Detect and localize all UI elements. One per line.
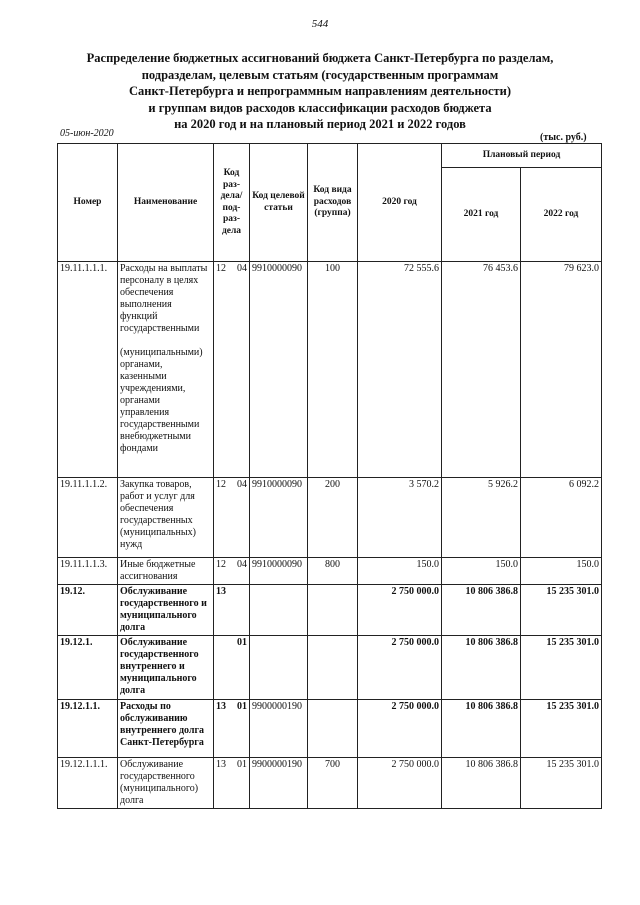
row-section-code xyxy=(214,478,250,558)
header-planning-period: Плановый период xyxy=(442,144,602,168)
title-line: на 2020 год и на плановый период 2021 и 2022 годов xyxy=(174,117,466,132)
header-2022: 2022 год xyxy=(521,168,602,262)
row-value-2021: 10 806 386.8 xyxy=(442,636,521,700)
table-row xyxy=(58,758,602,809)
table-body xyxy=(58,262,602,809)
row-number: 19.11.1.1.3. xyxy=(58,558,118,585)
header-section: Код раз- дела/ под- раз- дела xyxy=(214,144,250,262)
row-name-part: Закупка товаров, работ и услуг для обеспечения государственных (муниципальных) нужд xyxy=(120,479,196,550)
row-subsection: 01 xyxy=(237,759,247,770)
row-section-code xyxy=(214,636,250,700)
row-name-part: Обслуживание государственного внутреннего и муниципального долга xyxy=(120,637,199,696)
title-line: и группам видов расходов классификации расходов бюджета xyxy=(148,100,492,115)
title-line: Распределение бюджетных ассигнований бюджета Санкт-Петербурга по разделам, xyxy=(86,51,554,65)
row-value-2020: 2 750 000.0 xyxy=(358,585,442,636)
header-name: Наименование xyxy=(118,144,214,262)
table-row xyxy=(58,700,602,758)
row-section: 12 xyxy=(216,263,226,274)
row-value-2020: 150.0 xyxy=(358,558,442,585)
row-section: 12 xyxy=(216,479,226,490)
row-target-code xyxy=(250,585,308,636)
row-value-2022: 15 235 301.0 xyxy=(521,636,602,700)
row-name-part: Иные бюджетные ассигнования xyxy=(120,559,196,582)
row-kind-code xyxy=(308,700,358,758)
row-name xyxy=(118,558,214,585)
row-value-2021: 10 806 386.8 xyxy=(442,700,521,758)
row-number: 19.12.1.1.1. xyxy=(58,758,118,809)
row-value-2022: 150.0 xyxy=(521,558,602,585)
row-name xyxy=(118,262,214,478)
row-value-2020: 2 750 000.0 xyxy=(358,758,442,809)
row-section: 13 xyxy=(216,701,226,712)
row-value-2021: 150.0 xyxy=(442,558,521,585)
document-title xyxy=(40,50,600,133)
row-target-code xyxy=(250,636,308,700)
row-target-code: 9910000090 xyxy=(250,558,308,585)
row-subsection: 04 xyxy=(237,559,247,570)
table-row xyxy=(58,558,602,585)
row-subsection: 04 xyxy=(237,479,247,490)
row-name-part: Обслуживание государственного (муниципального) долга xyxy=(120,759,199,806)
row-name-part: (муниципальными) органами, казенными учреждениями, органами управления государственными внебюджетными фондами xyxy=(120,347,203,454)
row-subsection: 04 xyxy=(237,263,247,274)
row-number: 19.11.1.1.2. xyxy=(58,478,118,558)
row-number: 19.12.1.1. xyxy=(58,700,118,758)
row-value-2021: 10 806 386.8 xyxy=(442,758,521,809)
table-row xyxy=(58,636,602,700)
row-kind-code: 200 xyxy=(308,478,358,558)
row-name-part: Расходы по обслуживанию внутреннего долга Санкт-Петербурга xyxy=(120,701,205,748)
table-row xyxy=(58,262,602,478)
row-section: 13 xyxy=(216,759,226,770)
header-2020: 2020 год xyxy=(358,144,442,262)
row-name xyxy=(118,636,214,700)
row-number: 19.12.1. xyxy=(58,636,118,700)
row-subsection: 01 xyxy=(237,637,247,648)
row-kind-code: 800 xyxy=(308,558,358,585)
row-section-code xyxy=(214,262,250,478)
row-kind-code: 100 xyxy=(308,262,358,478)
row-value-2020: 2 750 000.0 xyxy=(358,636,442,700)
row-value-2020: 72 555.6 xyxy=(358,262,442,478)
header-kind: Код вида расходов (группа) xyxy=(308,144,358,262)
header-number: Номер xyxy=(58,144,118,262)
row-section-code xyxy=(214,558,250,585)
row-value-2022: 6 092.2 xyxy=(521,478,602,558)
header-2021: 2021 год xyxy=(442,168,521,262)
row-name xyxy=(118,700,214,758)
units-label: (тыс. руб.) xyxy=(540,132,587,143)
row-name-part: Обслуживание государственного и муниципального долга xyxy=(120,586,207,633)
row-name xyxy=(118,585,214,636)
row-value-2022: 15 235 301.0 xyxy=(521,700,602,758)
row-section-code xyxy=(214,700,250,758)
row-subsection: 01 xyxy=(237,701,247,712)
title-line: подразделам, целевым статьям (государственным программам xyxy=(141,67,499,82)
table-row xyxy=(58,478,602,558)
row-value-2022: 15 235 301.0 xyxy=(521,758,602,809)
header-target: Код целевой статьи xyxy=(250,144,308,262)
row-target-code: 9910000090 xyxy=(250,262,308,478)
row-section-code xyxy=(214,585,250,636)
row-name xyxy=(118,758,214,809)
row-target-code: 9900000190 xyxy=(250,758,308,809)
row-value-2022: 15 235 301.0 xyxy=(521,585,602,636)
row-value-2021: 10 806 386.8 xyxy=(442,585,521,636)
row-section: 13 xyxy=(216,586,226,597)
row-kind-code xyxy=(308,585,358,636)
row-kind-code xyxy=(308,636,358,700)
page-number: 544 xyxy=(311,18,329,30)
row-value-2020: 3 570.2 xyxy=(358,478,442,558)
title-line: Санкт-Петербурга и непрограммным направлениям деятельности) xyxy=(128,84,511,99)
row-value-2020: 2 750 000.0 xyxy=(358,700,442,758)
table-row xyxy=(58,585,602,636)
row-name xyxy=(118,478,214,558)
row-value-2021: 76 453.6 xyxy=(442,262,521,478)
row-number: 19.11.1.1.1. xyxy=(58,262,118,478)
row-name-part: Расходы на выплаты персоналу в целях обеспечения выполнения функций государственными xyxy=(120,263,208,334)
document-date: 05-июн-2020 xyxy=(60,128,114,139)
row-number: 19.12. xyxy=(58,585,118,636)
budget-table xyxy=(57,143,602,809)
row-section-code xyxy=(214,758,250,809)
row-kind-code: 700 xyxy=(308,758,358,809)
row-value-2022: 79 623.0 xyxy=(521,262,602,478)
row-target-code: 9910000090 xyxy=(250,478,308,558)
row-section: 12 xyxy=(216,559,226,570)
row-value-2021: 5 926.2 xyxy=(442,478,521,558)
row-target-code: 9900000190 xyxy=(250,700,308,758)
